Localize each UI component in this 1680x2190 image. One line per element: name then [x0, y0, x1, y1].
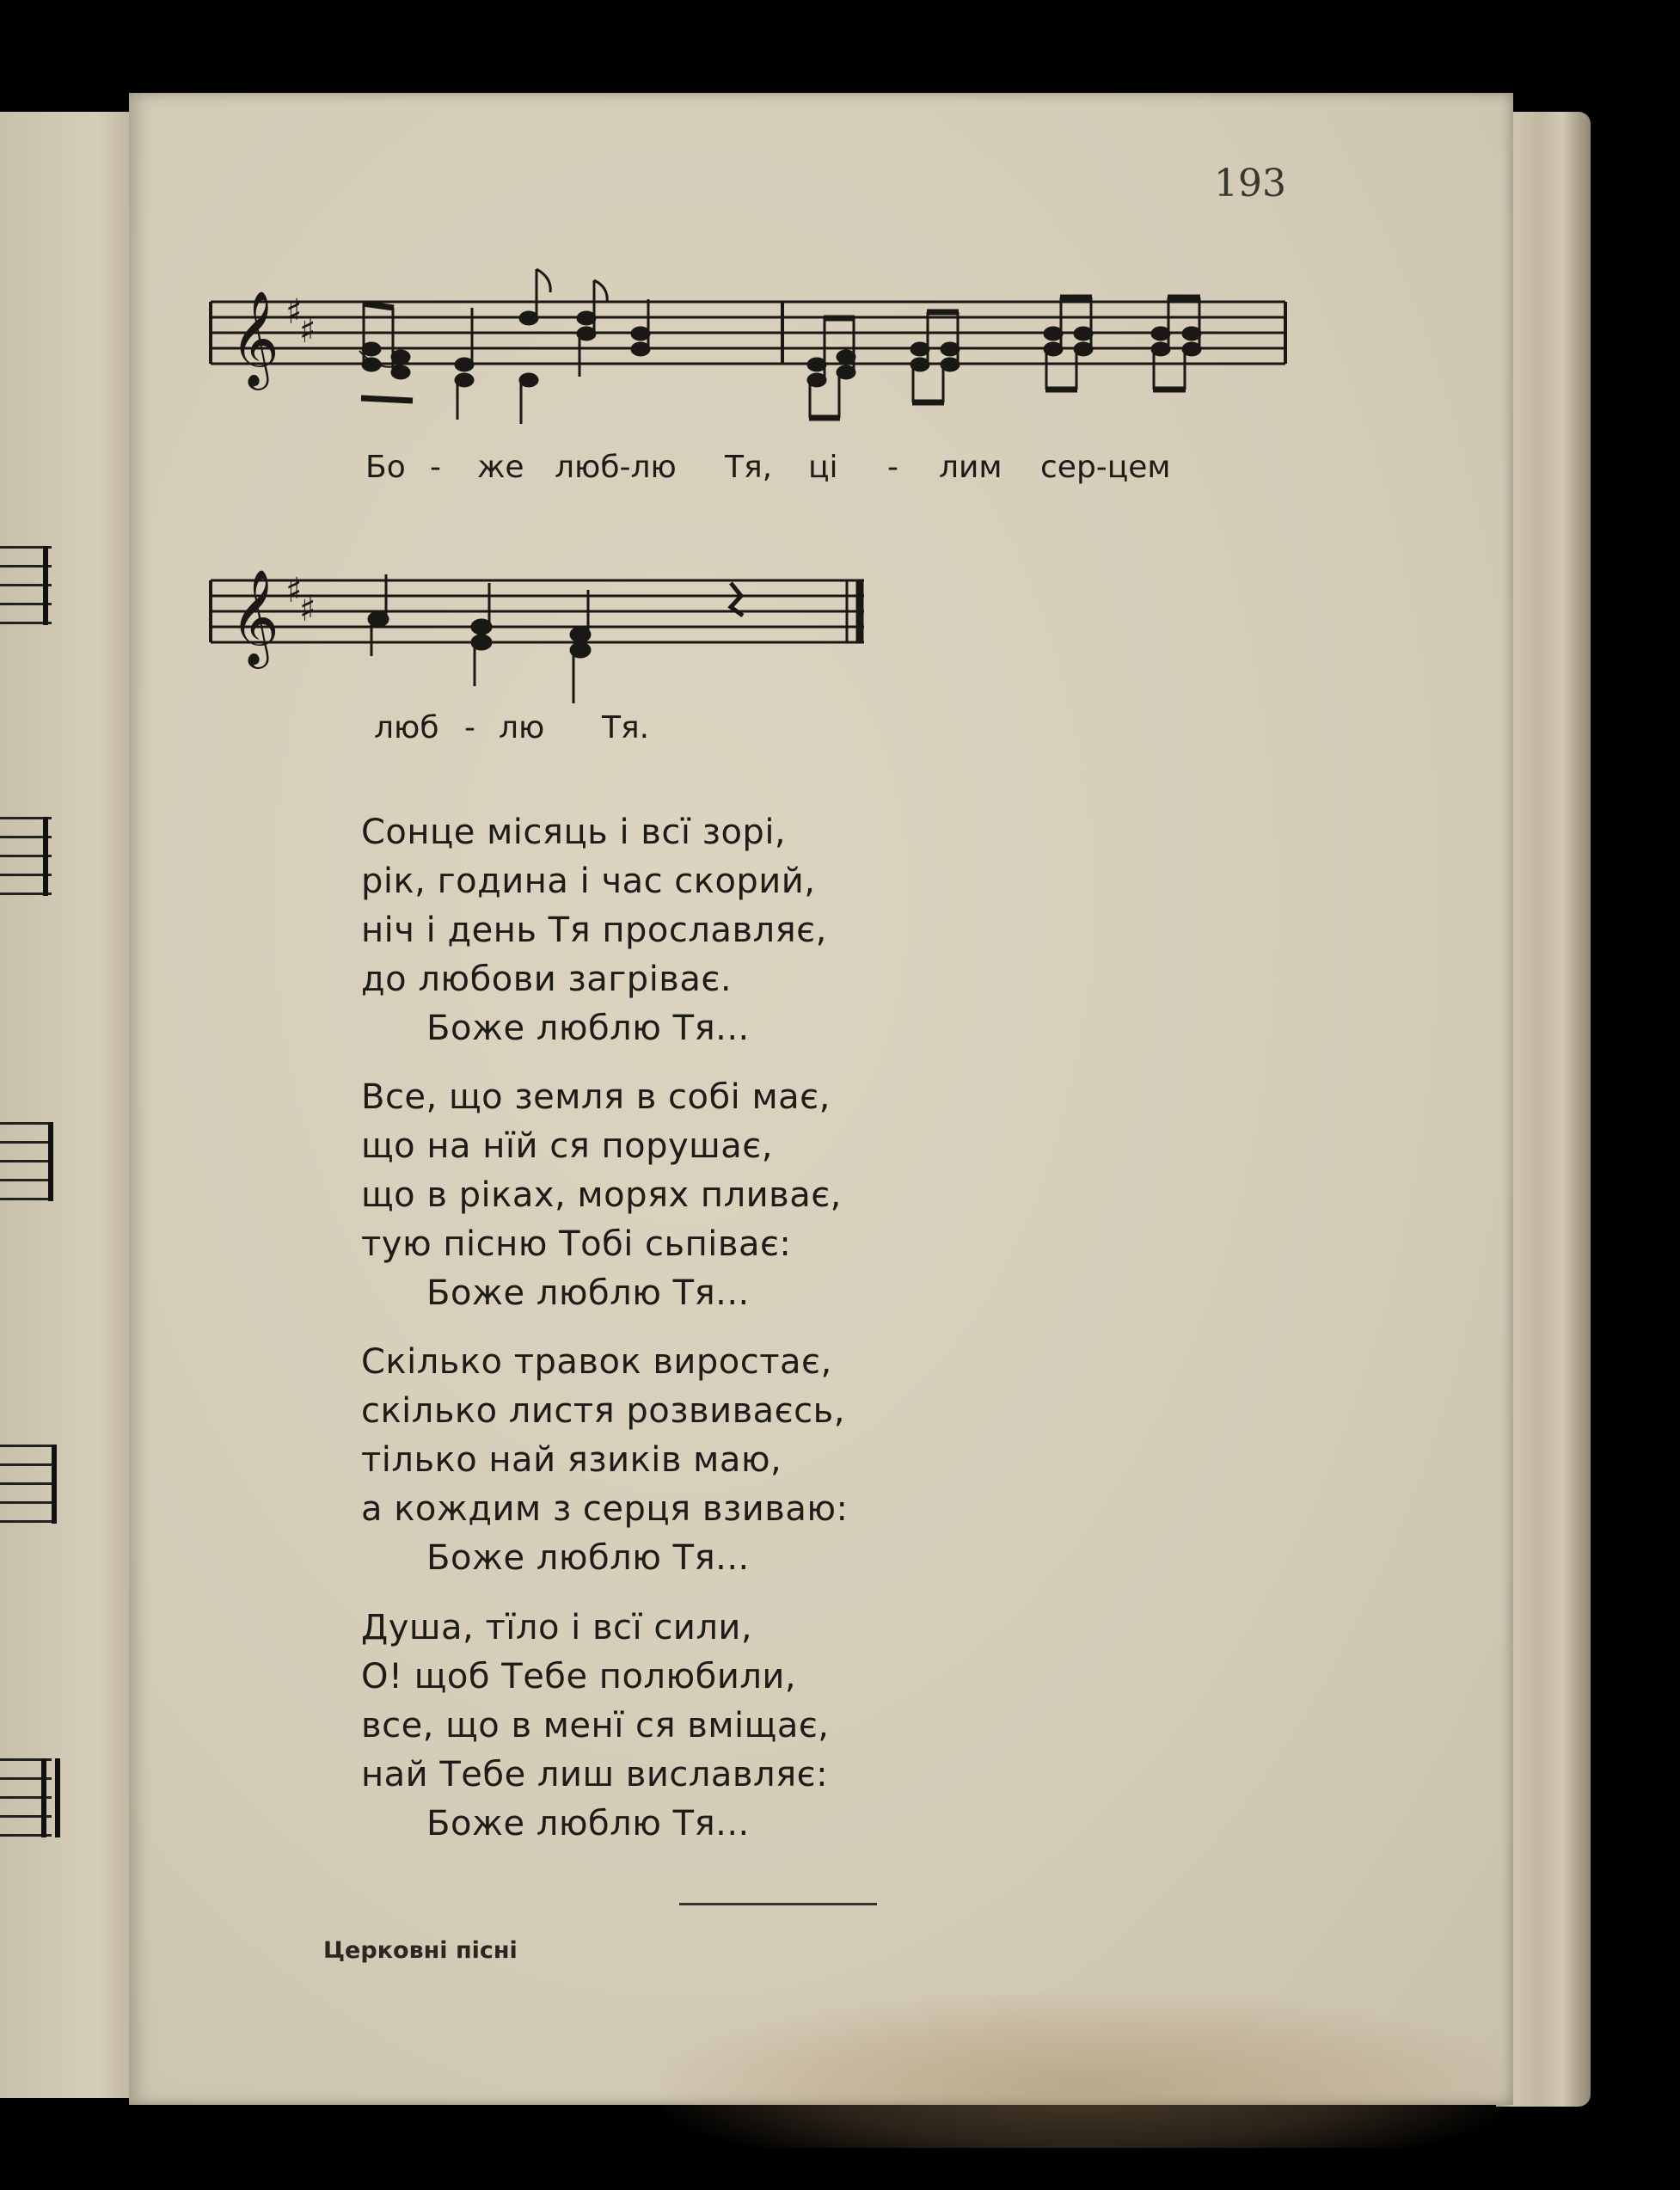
verse-line: тую пісню Тобі сьпіває: [361, 1224, 792, 1264]
left-page-edge [0, 112, 138, 2098]
verse-refrain: Боже люблю Тя... [426, 1538, 750, 1578]
svg-text:♯: ♯ [285, 292, 303, 332]
water-stain [662, 1993, 1505, 2148]
verse-line: що в ріках, морях пливає, [361, 1175, 842, 1215]
svg-text:♯: ♯ [285, 571, 303, 610]
svg-text:♯: ♯ [299, 590, 316, 629]
verse-line: ніч і день Тя прославляє, [361, 911, 827, 950]
left-staff-fragment [0, 817, 52, 896]
staff-lyric: Бо [365, 450, 406, 485]
verse-line: тілько най язиків маю, [361, 1440, 782, 1480]
staff-lyric: - [464, 710, 475, 745]
staff-lyric: лим [939, 450, 1002, 485]
staff-lyric: Тя, [725, 450, 773, 485]
page-number: 193 [1214, 162, 1286, 206]
staff-lyric: сер-цем [1040, 450, 1171, 485]
verse-line: Душа, тїло і всї сили, [361, 1608, 753, 1647]
staff-lyric: Тя. [602, 710, 650, 745]
staff-lyric: - [430, 450, 441, 485]
staff-lyric: же [477, 450, 524, 485]
left-staff-fragment [0, 1122, 52, 1201]
left-staff-fragment [0, 1758, 52, 1837]
verse-line: Скілько травок виростає, [361, 1342, 832, 1382]
verse-4 [361, 1604, 830, 1849]
verse-line: О! щоб Тебе полюбили, [361, 1657, 797, 1696]
staff-lyric: - [887, 450, 898, 485]
verse-line: до любови загріває. [361, 960, 733, 999]
verse-line: а кождим з серця взиваю: [361, 1489, 849, 1529]
verse-2 [361, 1073, 842, 1318]
treble-clef-icon: 𝄞 [230, 290, 279, 386]
book-page [129, 93, 1513, 2105]
staff-lyric: люб-лю [555, 450, 677, 485]
end-separator-rule [679, 1903, 877, 1905]
verse-line: що на нїй ся порушає, [361, 1126, 773, 1166]
verse-line: скілько листя розвиваєсь, [361, 1391, 845, 1431]
staff-lyric: люб [374, 710, 439, 745]
verse-refrain: Боже люблю Тя... [426, 1804, 750, 1843]
verse-refrain: Боже люблю Тя... [426, 1273, 750, 1313]
verse-1 [361, 808, 827, 1053]
music-notation [129, 93, 1513, 746]
verse-3 [361, 1338, 849, 1583]
staff-lyric: ці [808, 450, 838, 485]
verse-line: Сонце місяць і всї зорі, [361, 813, 787, 852]
running-footer: Церковні пісні [323, 1937, 518, 1964]
verse-line: най Тебе лиш виславляє: [361, 1755, 829, 1794]
treble-clef-icon: 𝄞 [230, 568, 279, 665]
staff-lyric: лю [499, 710, 545, 745]
verse-line: Все, що земля в собі має, [361, 1077, 831, 1117]
verse-line: все, що в менї ся вміщає, [361, 1706, 830, 1745]
verse-refrain: Боже люблю Тя... [426, 1009, 750, 1048]
svg-text:♯: ♯ [299, 311, 316, 351]
verse-line: рік, година і час скорий, [361, 862, 816, 901]
left-staff-fragment [0, 546, 52, 625]
left-staff-fragment [0, 1445, 52, 1524]
